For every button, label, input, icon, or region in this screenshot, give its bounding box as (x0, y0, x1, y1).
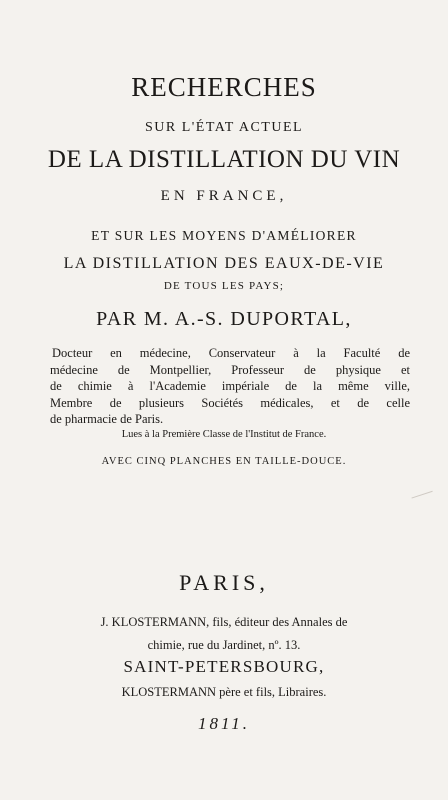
book-title: RECHERCHES (131, 72, 317, 102)
credentials-line: médecine de Montpellier, Professeur de physique et (50, 362, 410, 377)
plates-note: AVEC CINQ PLANCHES EN TAILLE-DOUCE. (101, 456, 347, 467)
credentials-line: de pharmacie de Paris. (50, 412, 164, 426)
subtitle-line-1: SUR L'ÉTAT ACTUEL (144, 120, 304, 135)
subtitle-line-5: LA DISTILLATION DES EAUX-DE-VIE (63, 255, 385, 272)
paper-blemish (411, 491, 434, 504)
read-note: Lues à la Première Classe de l'Institut de France. (121, 429, 327, 440)
publication-year: 1811. (198, 714, 250, 733)
subtitle-line-2: DE LA DISTILLATION DU VIN (47, 146, 401, 173)
credentials-line: Docteur en médecine, Conservateur à la Faculté de (52, 346, 410, 360)
credentials-line: Membre de plusieurs Sociétés médicales, et de celle (50, 395, 410, 410)
author-line: PAR M. A.-S. DUPORTAL, (96, 308, 352, 330)
credentials-line: de chimie à l'Academie impériale de la même ville, (50, 379, 410, 393)
publisher-line-3: KLOSTERMANN père et fils, Libraires. (121, 685, 327, 699)
subtitle-line-3: EN FRANCE, (160, 188, 288, 204)
subtitle-line-6: DE TOUS LES PAYS; (163, 280, 285, 292)
imprint-city: PARIS, (179, 570, 269, 595)
subtitle-line-4: ET SUR LES MOYENS D'AMÉLIORER (91, 228, 357, 243)
imprint-city-2: SAINT-PETERSBOURG, (123, 657, 325, 676)
publisher-line-2: chimie, rue du Jardinet, nº. 13. (147, 638, 301, 652)
publisher-line-1: J. KLOSTERMANN, fils, éditeur des Annales de (100, 615, 348, 629)
author-credentials (50, 345, 410, 428)
